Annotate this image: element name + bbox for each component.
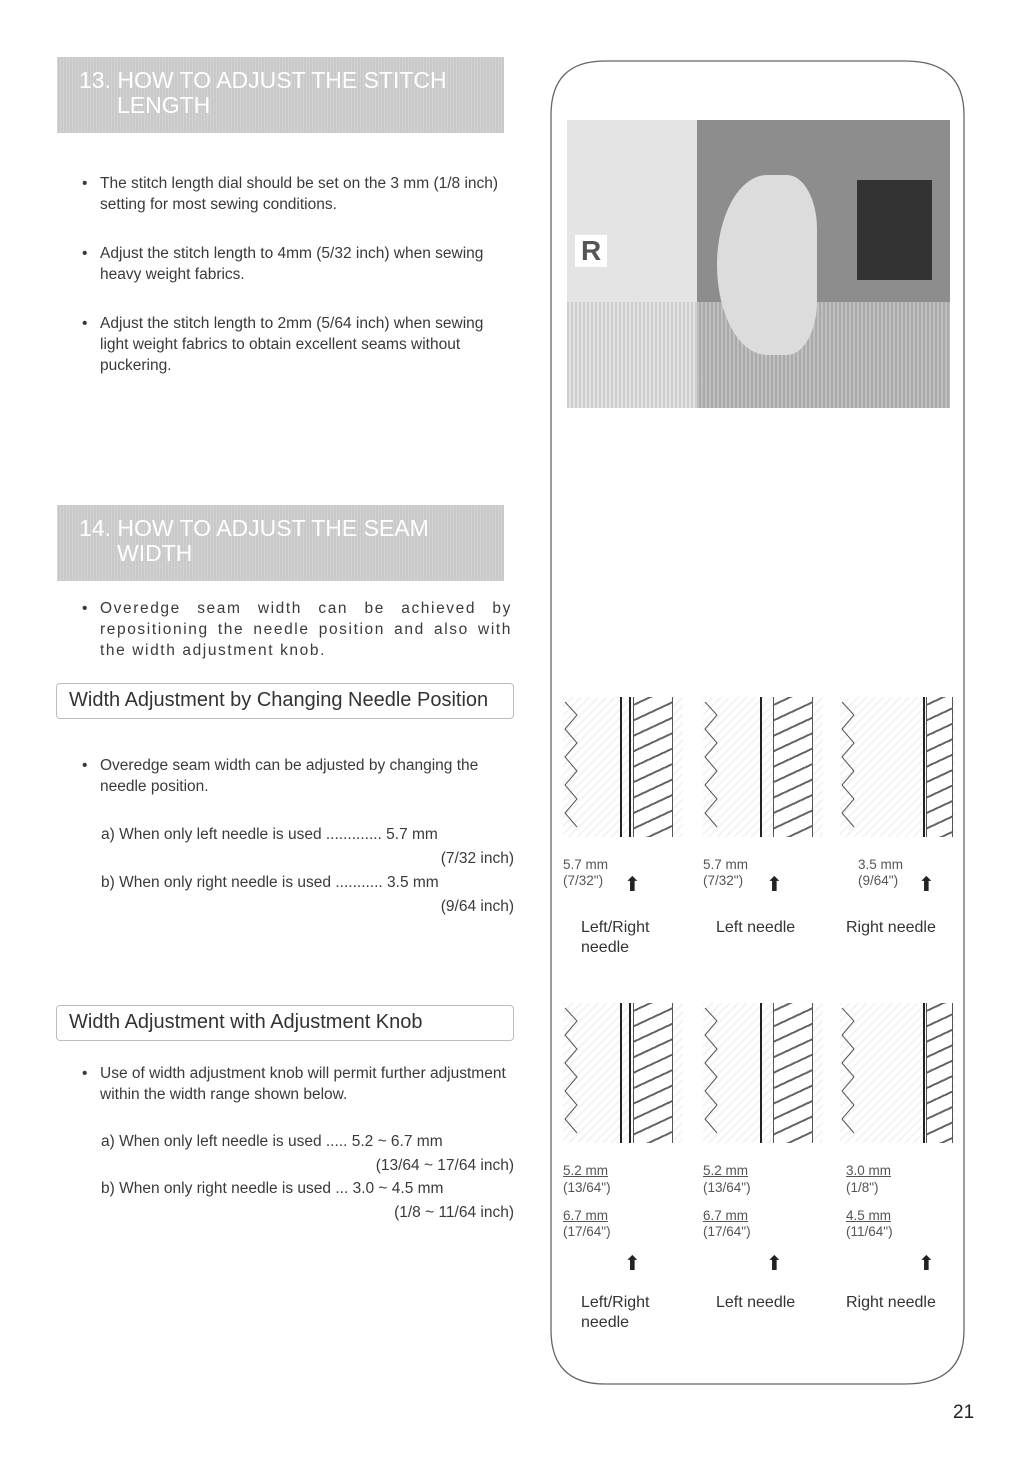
bullet-icon: • <box>82 315 88 332</box>
width-mm-label: 6.7 mm <box>703 1208 749 1223</box>
spec-b-label: b) When only right needle is used ... 3.0 ~ 4.5 mm <box>101 1180 444 1197</box>
width-mm-label: 5.7 mm <box>563 857 609 872</box>
up-arrow-icon: ⬆ <box>766 874 783 896</box>
bullet-text: Overedge seam width can be achieved by repositioning the needle position and also with the width adjustment knob. <box>100 600 512 659</box>
diagram-caption: Right needle <box>846 919 936 936</box>
up-arrow-icon: ⬆ <box>624 874 641 896</box>
width-inch-label: (13/64") <box>703 1180 751 1195</box>
needle-position-heading: Width Adjustment by Changing Needle Position <box>56 683 514 719</box>
bullet-item <box>82 755 512 797</box>
width-mm-label: 3.0 mm <box>846 1163 892 1178</box>
diagram-caption: Left needle <box>716 1294 796 1311</box>
up-arrow-icon: ⬆ <box>918 1253 935 1275</box>
spec-a-label: a) When only left needle is used ............. 5.7 mm <box>101 826 438 843</box>
zigzag-edge-icon <box>840 697 860 837</box>
section-13-header <box>57 57 504 133</box>
diagram-caption: needle <box>581 939 630 956</box>
diagram-caption: Left/Right <box>581 1294 650 1311</box>
zigzag-edge-icon <box>703 697 723 837</box>
width-mm-label: 3.5 mm <box>858 857 904 872</box>
diagram-caption: Right needle <box>846 1294 936 1311</box>
diagram-caption: Left/Right <box>581 919 650 936</box>
up-arrow-icon: ⬆ <box>624 1253 641 1275</box>
page-number: 21 <box>953 1402 975 1423</box>
spec-a-inch: (13/64 ~ 17/64 inch) <box>375 1157 514 1174</box>
spec-a-label: a) When only left needle is used ..... 5.2 ~ 6.7 mm <box>101 1133 443 1150</box>
section-14-header <box>57 505 504 581</box>
width-inch-label: (17/64") <box>703 1224 751 1239</box>
bullet-icon: • <box>82 175 88 192</box>
stitch-diagram <box>703 1003 823 1143</box>
width-mm-label: 6.7 mm <box>563 1208 609 1223</box>
width-inch-label: (1/8") <box>846 1180 879 1195</box>
width-mm-label: 5.2 mm <box>703 1163 749 1178</box>
width-inch-label: (11/64") <box>846 1224 893 1239</box>
zigzag-edge-icon <box>563 1003 583 1143</box>
bullet-item <box>82 313 512 376</box>
bullet-text: Overedge seam width can be adjusted by changing the needle position. <box>100 757 479 795</box>
stitch-length-dial <box>717 175 817 355</box>
stitch-diagram <box>563 1003 683 1143</box>
knob-heading: Width Adjustment with Adjustment Knob <box>56 1005 514 1041</box>
stitch-diagram <box>563 697 683 837</box>
stitch-diagram <box>840 1003 955 1143</box>
zigzag-edge-icon <box>703 1003 723 1143</box>
width-inch-label: (7/32") <box>563 873 604 888</box>
zigzag-edge-icon <box>840 1003 860 1143</box>
section-14-title-1: 14. HOW TO ADJUST THE SEAM <box>79 515 429 541</box>
width-inch-label: (9/64") <box>858 873 899 888</box>
section-13-title-2: LENGTH <box>117 92 211 118</box>
machine-logo: R <box>575 235 607 267</box>
bullet-item <box>82 1063 512 1105</box>
bullet-text: Adjust the stitch length to 2mm (5/64 inch) when sewing light weight fabrics to obtain excellent seams without puckering. <box>100 315 484 374</box>
up-arrow-icon: ⬆ <box>918 874 935 896</box>
bullet-text: The stitch length dial should be set on the 3 mm (1/8 inch) setting for most sewing conditions. <box>100 175 499 213</box>
bullet-text: Adjust the stitch length to 4mm (5/32 inch) when sewing heavy weight fabrics. <box>100 245 484 283</box>
width-inch-label: (7/32") <box>703 873 744 888</box>
bullet-icon: • <box>82 757 88 774</box>
spec-b-inch: (1/8 ~ 11/64 inch) <box>394 1204 514 1221</box>
diagram-caption: Left needle <box>716 919 796 936</box>
spec-b-label: b) When only right needle is used ........... 3.5 mm <box>101 874 439 891</box>
bullet-item <box>82 243 512 285</box>
diagram-caption: needle <box>581 1314 630 1331</box>
bullet-text: Use of width adjustment knob will permit further adjustment within the width range shown below. <box>100 1065 506 1103</box>
width-inch-label: (13/64") <box>563 1180 611 1195</box>
width-inch-label: (17/64") <box>563 1224 611 1239</box>
up-arrow-icon: ⬆ <box>766 1253 783 1275</box>
bullet-item <box>82 598 512 661</box>
width-mm-label: 5.2 mm <box>563 1163 609 1178</box>
bullet-icon: • <box>82 600 88 617</box>
stitch-diagram <box>840 697 955 837</box>
bullet-icon: • <box>82 245 88 262</box>
width-mm-label: 4.5 mm <box>846 1208 892 1223</box>
section-13-title-1: 13. HOW TO ADJUST THE STITCH <box>79 67 447 93</box>
stitch-diagram <box>703 697 823 837</box>
zigzag-edge-icon <box>563 697 583 837</box>
bullet-item <box>82 173 512 215</box>
bullet-icon: • <box>82 1065 88 1082</box>
section-14-title-2: WIDTH <box>117 540 193 566</box>
width-mm-label: 5.7 mm <box>703 857 749 872</box>
stitch-dial-photo <box>567 120 950 408</box>
spec-b-inch: (9/64 inch) <box>440 898 514 915</box>
spec-a-inch: (7/32 inch) <box>440 850 514 867</box>
